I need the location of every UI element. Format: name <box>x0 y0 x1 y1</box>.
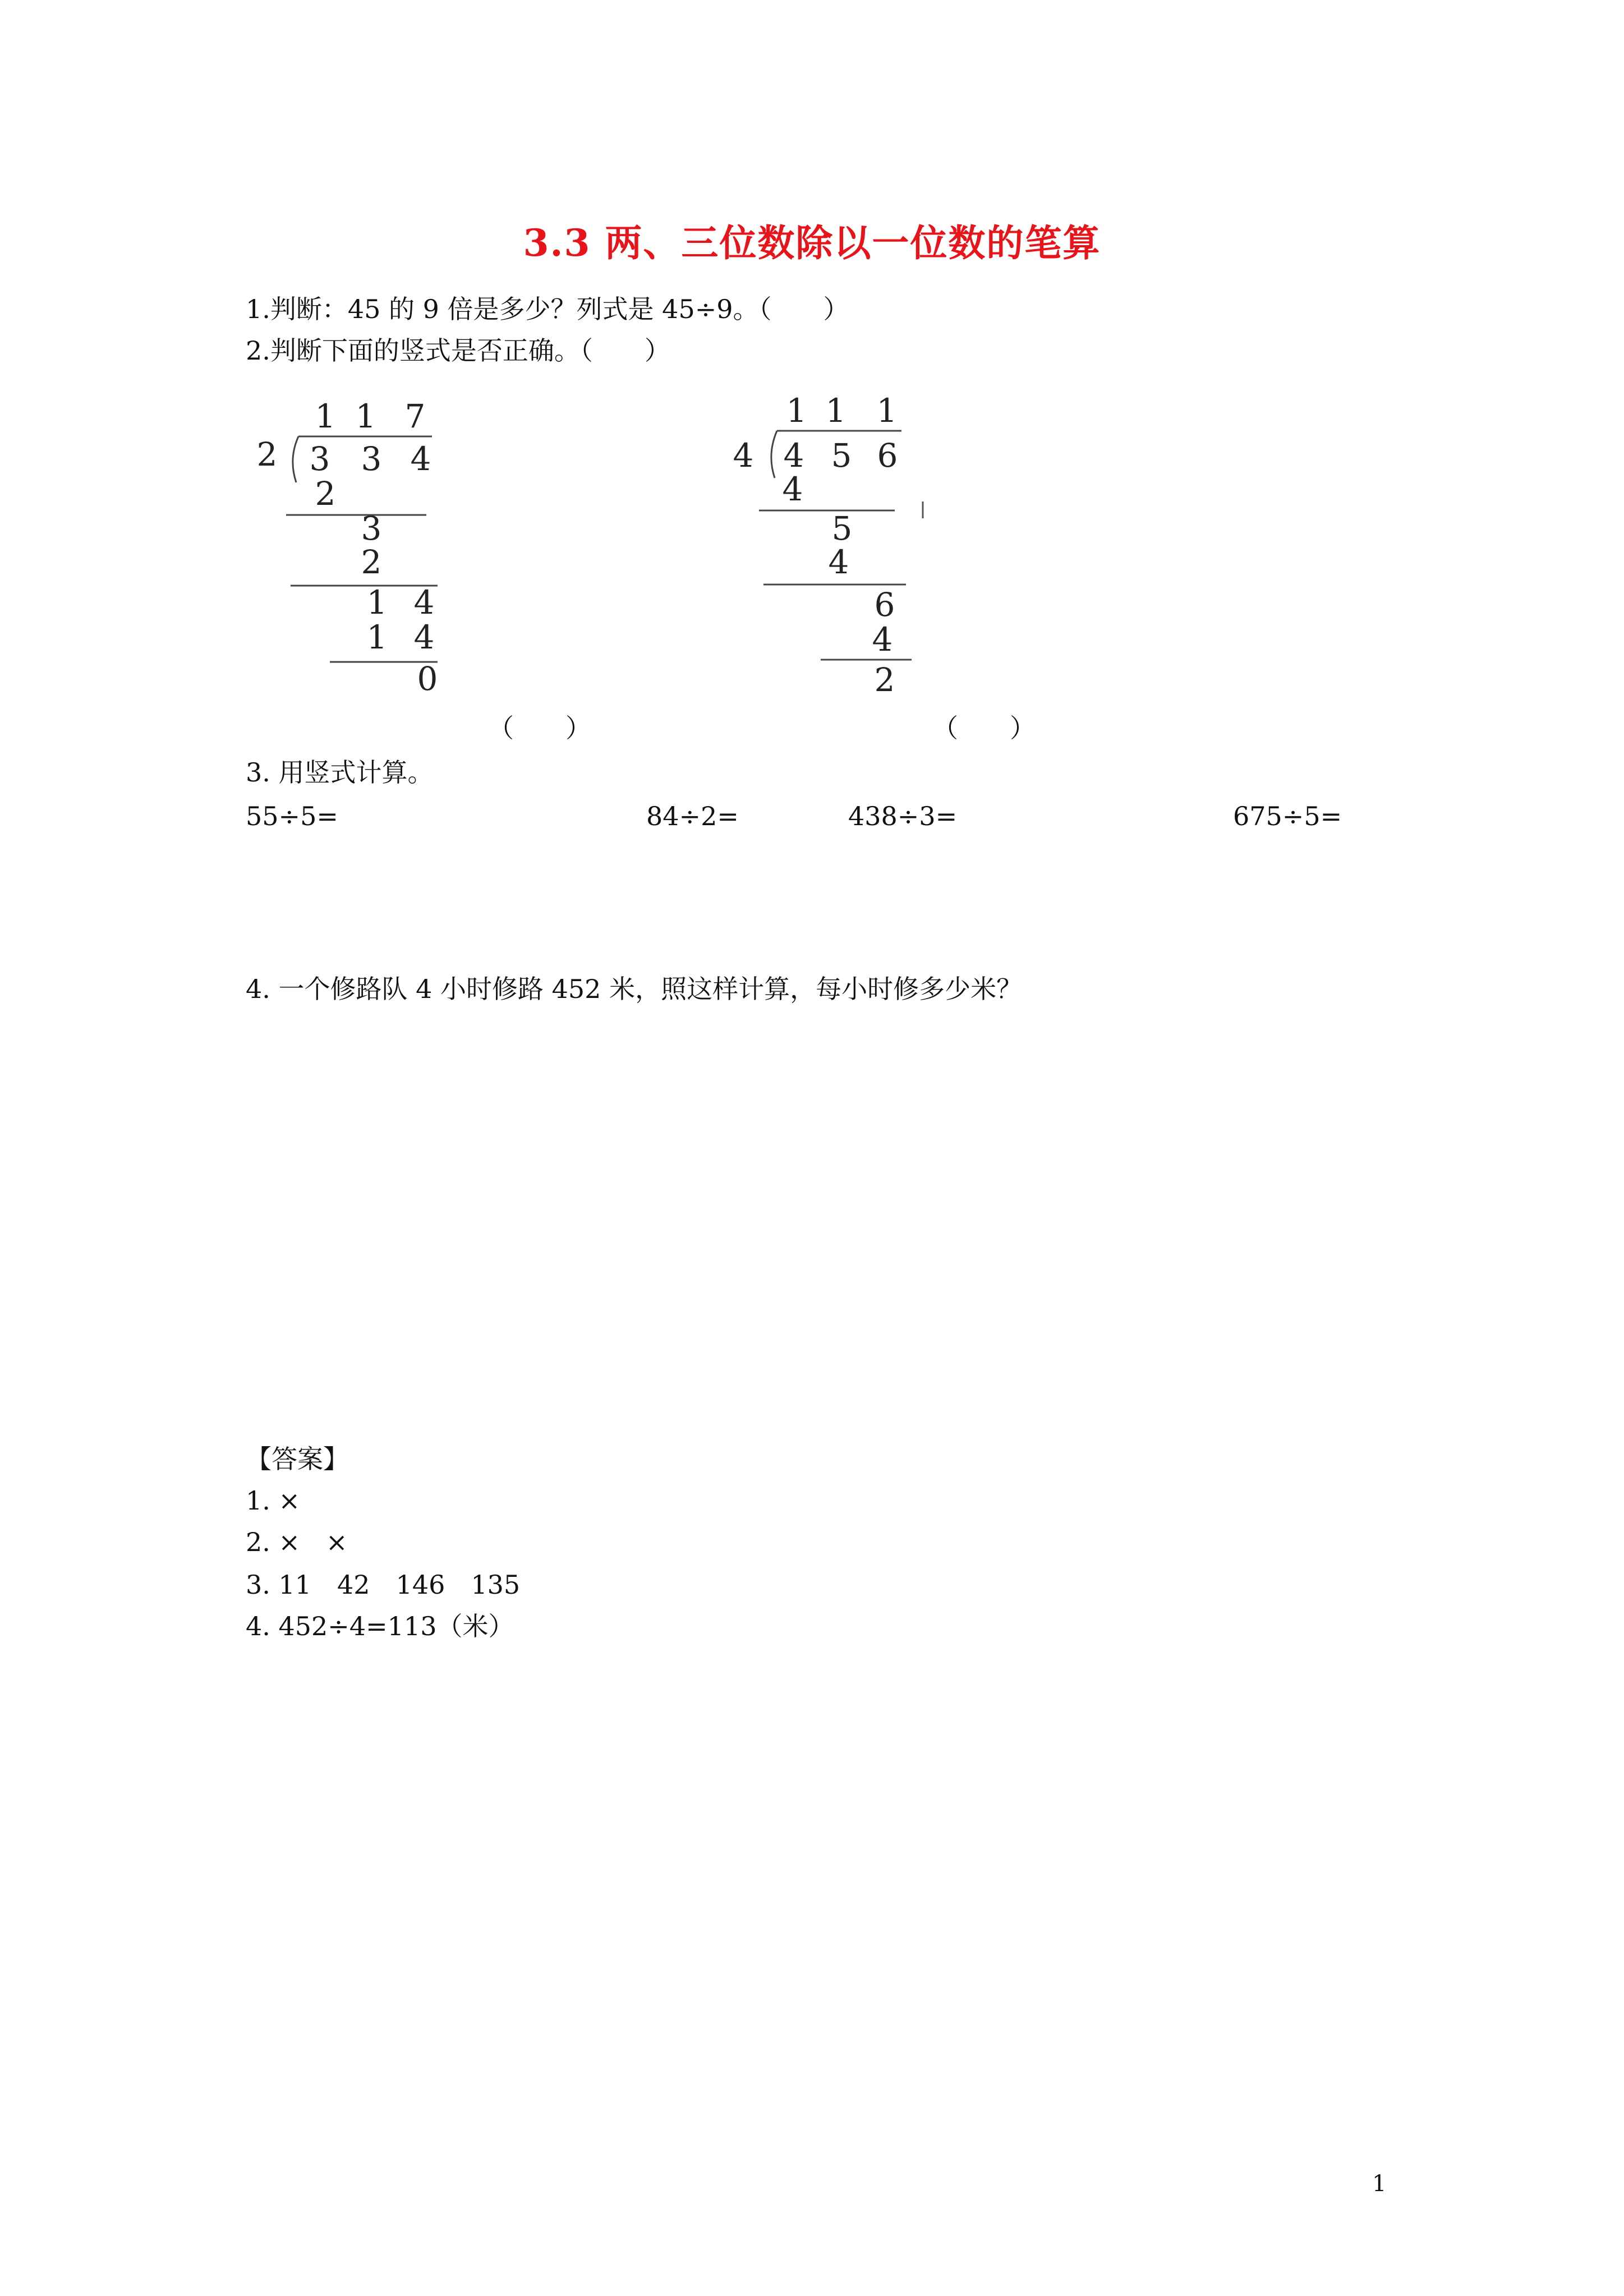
answer-item: 2. × × <box>246 1527 348 1557</box>
step-digit: 2 <box>361 543 382 581</box>
question-3: 3. 用竖式计算。 <box>246 757 434 788</box>
page-title: 3.3 两、三位数除以一位数的笔算 <box>523 221 1101 265</box>
dividend-digit: 3 <box>361 440 382 478</box>
step-digit: 2 <box>874 661 895 699</box>
step-digit: 2 <box>315 475 336 513</box>
step-digit: 4 <box>413 583 435 622</box>
step-digit: 0 <box>417 660 438 698</box>
division-figure-a <box>247 393 482 707</box>
calculation-item: 84÷2= <box>646 801 739 831</box>
question-4: 4. 一个修路队 4 小时修路 452 米，照这样计算，每小时修多少米？ <box>246 974 1023 1004</box>
step-digit: 1 <box>366 618 388 656</box>
step-digit: 4 <box>413 618 435 656</box>
answer-item: 4. 452÷4=113（米） <box>246 1611 514 1641</box>
step-digit: 1 <box>366 583 388 622</box>
dividend-digit: 5 <box>831 436 852 475</box>
step-digit: 5 <box>831 509 853 547</box>
judge-blank-a: （ ） <box>488 713 591 743</box>
answer-item: 1. × <box>246 1485 301 1516</box>
quotient-digit: 1 <box>876 392 898 430</box>
calculation-item: 55÷5= <box>246 801 338 831</box>
question-1: 1.判断：45 的 9 倍是多少？列式是 45÷9。（ ） <box>246 294 849 324</box>
dividend-digit: 6 <box>877 436 898 475</box>
page-number: 1 <box>1372 2171 1387 2197</box>
judge-blank-b: （ ） <box>932 713 1036 743</box>
quotient-digit: 1 <box>355 397 376 435</box>
quotient-digit: 7 <box>404 397 426 435</box>
calculation-item: 675÷5= <box>1233 801 1342 831</box>
dividend-digit: 4 <box>410 440 431 478</box>
step-digit: 4 <box>782 470 803 508</box>
answer-item: 3. 11 42 146 135 <box>246 1570 521 1600</box>
divisor: 4 <box>733 436 754 475</box>
division-figure-b <box>726 388 945 702</box>
quotient-digit: 1 <box>315 397 336 435</box>
step-digit: 6 <box>874 586 895 624</box>
question-2: 2.判断下面的竖式是否正确。（ ） <box>246 335 670 366</box>
dividend-digit: 3 <box>309 440 330 478</box>
dividend-digit: 4 <box>783 436 804 475</box>
divisor: 2 <box>256 435 278 473</box>
quotient-digit: 1 <box>825 392 846 430</box>
quotient-digit: 1 <box>786 392 807 430</box>
calculation-item: 438÷3= <box>848 801 958 831</box>
step-digit: 4 <box>872 620 893 659</box>
step-digit: 4 <box>828 543 849 581</box>
answers-heading: 【答案】 <box>246 1444 349 1474</box>
step-digit: 3 <box>361 509 382 547</box>
